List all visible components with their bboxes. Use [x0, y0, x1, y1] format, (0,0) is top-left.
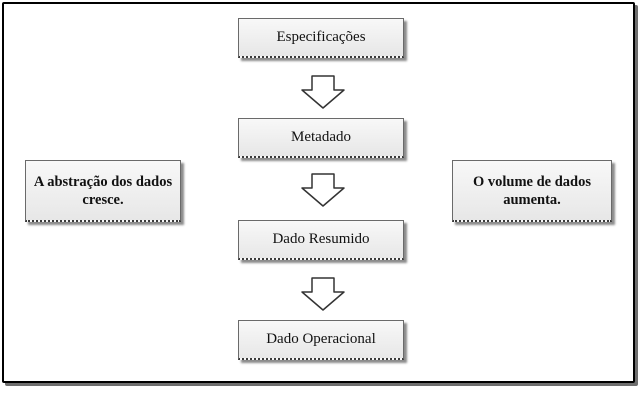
- down-arrow-icon: [300, 172, 346, 208]
- step-label: Dado Operacional: [266, 331, 376, 347]
- down-arrow-icon: [300, 74, 346, 110]
- left-note-text: A abstração dos dados cresce.: [33, 173, 173, 208]
- step-especificacoes: [238, 18, 404, 58]
- right-note: [452, 160, 612, 222]
- step-label: Especificações: [276, 29, 366, 45]
- left-note: [25, 160, 181, 222]
- step-metadado: [238, 118, 404, 158]
- right-note-text: O volume de dados aumenta.: [472, 173, 592, 208]
- step-label: Dado Resumido: [272, 231, 370, 247]
- step-dado-operacional: [238, 320, 404, 360]
- down-arrow-icon: [300, 276, 346, 312]
- step-label: Metadado: [291, 129, 351, 145]
- step-dado-resumido: [238, 220, 404, 260]
